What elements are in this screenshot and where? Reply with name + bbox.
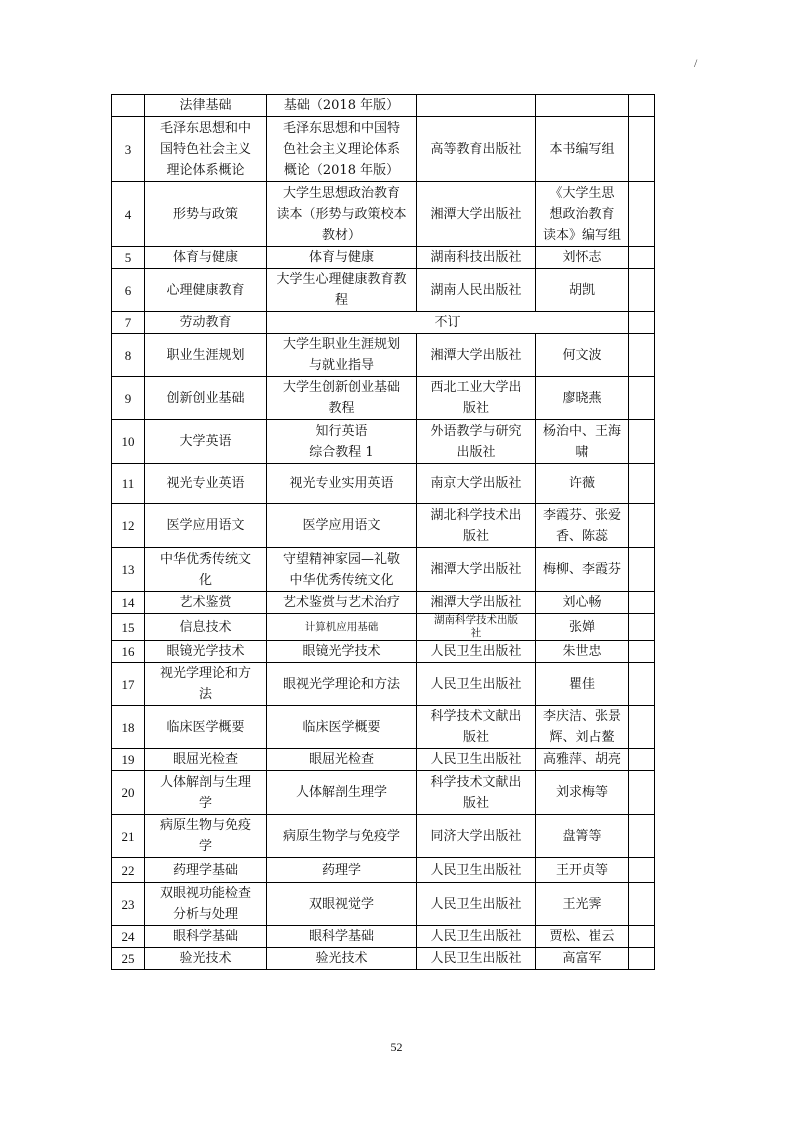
author-cell: 胡凯	[536, 269, 629, 312]
course-name-cell: 毛泽东思想和中 国特色社会主义 理论体系概论	[145, 117, 267, 182]
course-name-cell: 法律基础	[145, 95, 267, 117]
row-number-cell: 22	[112, 858, 145, 883]
remark-cell	[629, 749, 655, 771]
table-row	[112, 377, 655, 420]
course-name-cell: 艺术鉴赏	[145, 592, 267, 614]
remark-cell	[629, 948, 655, 970]
course-name-cell: 人体解剖与生理 学	[145, 771, 267, 815]
course-name-cell: 双眼视功能检查 分析与处理	[145, 883, 267, 926]
remark-cell	[629, 504, 655, 548]
publisher-cell: 人民卫生出版社	[417, 858, 536, 883]
publisher-cell: 湘潭大学出版社	[417, 334, 536, 377]
table-row	[112, 548, 655, 592]
author-cell: 许薇	[536, 464, 629, 504]
textbook-title-cell: 毛泽东思想和中国特 色社会主义理论体系 概论（2018 年版）	[267, 117, 417, 182]
merged-note-cell: 不订	[267, 312, 629, 334]
table-row	[112, 117, 655, 182]
row-number-cell: 13	[112, 548, 145, 592]
author-cell: 高富军	[536, 948, 629, 970]
author-cell: 李霞芬、张爱 香、陈蕊	[536, 504, 629, 548]
textbook-title-cell: 医学应用语文	[267, 504, 417, 548]
author-cell: 刘心畅	[536, 592, 629, 614]
row-number-cell: 19	[112, 749, 145, 771]
table-row	[112, 706, 655, 749]
textbook-title-cell: 双眼视觉学	[267, 883, 417, 926]
textbook-title-cell: 眼镜光学技术	[267, 641, 417, 663]
textbook-title-cell: 计算机应用基础	[267, 614, 417, 641]
publisher-cell	[417, 95, 536, 117]
remark-cell	[629, 377, 655, 420]
row-number-cell: 20	[112, 771, 145, 815]
table-row	[112, 771, 655, 815]
table-row	[112, 312, 655, 334]
author-cell: 《大学生思 想政治教育 读本》编写组	[536, 182, 629, 247]
table-row	[112, 95, 655, 117]
author-cell: 朱世忠	[536, 641, 629, 663]
course-name-cell: 视光专业英语	[145, 464, 267, 504]
textbook-title-cell: 艺术鉴赏与艺术治疗	[267, 592, 417, 614]
textbook-title-cell: 病原生物学与免疫学	[267, 815, 417, 858]
remark-cell	[629, 334, 655, 377]
publisher-cell: 西北工业大学出 版社	[417, 377, 536, 420]
textbook-title-cell: 眼屈光检查	[267, 749, 417, 771]
table-body	[112, 95, 655, 970]
table-row	[112, 749, 655, 771]
row-number-cell: 10	[112, 420, 145, 464]
course-name-cell: 病原生物与免疫 学	[145, 815, 267, 858]
publisher-cell: 人民卫生出版社	[417, 749, 536, 771]
author-cell: 王光霁	[536, 883, 629, 926]
row-number-cell: 12	[112, 504, 145, 548]
table-row	[112, 247, 655, 269]
author-cell: 瞿佳	[536, 663, 629, 706]
row-number-cell: 3	[112, 117, 145, 182]
textbook-title-cell: 知行英语 综合教程 1	[267, 420, 417, 464]
course-name-cell: 视光学理论和方 法	[145, 663, 267, 706]
table-row	[112, 182, 655, 247]
remark-cell	[629, 706, 655, 749]
remark-cell	[629, 883, 655, 926]
author-cell	[536, 95, 629, 117]
publisher-cell: 湘潭大学出版社	[417, 182, 536, 247]
table-row	[112, 926, 655, 948]
row-number-cell: 9	[112, 377, 145, 420]
textbook-title-cell: 眼科学基础	[267, 926, 417, 948]
author-cell: 高雅萍、胡亮	[536, 749, 629, 771]
table-row	[112, 504, 655, 548]
author-cell: 本书编写组	[536, 117, 629, 182]
textbook-title-cell: 药理学	[267, 858, 417, 883]
publisher-cell: 湘潭大学出版社	[417, 548, 536, 592]
course-name-cell: 眼镜光学技术	[145, 641, 267, 663]
remark-cell	[629, 117, 655, 182]
textbook-title-cell: 大学生心理健康教育教 程	[267, 269, 417, 312]
remark-cell	[629, 641, 655, 663]
textbook-title-cell: 验光技术	[267, 948, 417, 970]
remark-cell	[629, 312, 655, 334]
remark-cell	[629, 926, 655, 948]
author-cell: 杨治中、王海 啸	[536, 420, 629, 464]
remark-cell	[629, 95, 655, 117]
row-number-cell: 8	[112, 334, 145, 377]
publisher-cell: 同济大学出版社	[417, 815, 536, 858]
publisher-cell: 湘潭大学出版社	[417, 592, 536, 614]
author-cell: 廖晓燕	[536, 377, 629, 420]
corner-mark: /	[694, 56, 698, 70]
course-name-cell: 医学应用语文	[145, 504, 267, 548]
table-row	[112, 269, 655, 312]
author-cell: 李庆洁、张景 辉、刘占鳌	[536, 706, 629, 749]
remark-cell	[629, 548, 655, 592]
table-row	[112, 641, 655, 663]
publisher-cell: 湖北科学技术出 版社	[417, 504, 536, 548]
textbook-title-cell: 体育与健康	[267, 247, 417, 269]
textbook-title-cell: 视光专业实用英语	[267, 464, 417, 504]
course-name-cell: 药理学基础	[145, 858, 267, 883]
page-number: 52	[390, 1040, 403, 1054]
row-number-cell	[112, 95, 145, 117]
table-row	[112, 883, 655, 926]
publisher-cell: 人民卫生出版社	[417, 926, 536, 948]
course-name-cell: 心理健康教育	[145, 269, 267, 312]
row-number-cell: 7	[112, 312, 145, 334]
table-row	[112, 663, 655, 706]
author-cell: 盘箐等	[536, 815, 629, 858]
row-number-cell: 21	[112, 815, 145, 858]
course-name-cell: 信息技术	[145, 614, 267, 641]
author-cell: 王开贞等	[536, 858, 629, 883]
author-cell: 何文波	[536, 334, 629, 377]
row-number-cell: 14	[112, 592, 145, 614]
remark-cell	[629, 420, 655, 464]
row-number-cell: 5	[112, 247, 145, 269]
remark-cell	[629, 592, 655, 614]
author-cell: 刘怀志	[536, 247, 629, 269]
course-name-cell: 形势与政策	[145, 182, 267, 247]
publisher-cell: 湖南科学技术出版 社	[417, 614, 536, 641]
table-row	[112, 420, 655, 464]
publisher-cell: 科学技术文献出 版社	[417, 771, 536, 815]
table-row	[112, 948, 655, 970]
publisher-cell: 高等教育出版社	[417, 117, 536, 182]
course-name-cell: 验光技术	[145, 948, 267, 970]
remark-cell	[629, 269, 655, 312]
course-name-cell: 创新创业基础	[145, 377, 267, 420]
course-name-cell: 眼科学基础	[145, 926, 267, 948]
remark-cell	[629, 815, 655, 858]
author-cell: 刘求梅等	[536, 771, 629, 815]
course-name-cell: 体育与健康	[145, 247, 267, 269]
textbook-title-cell: 大学生创新创业基础 教程	[267, 377, 417, 420]
remark-cell	[629, 858, 655, 883]
course-name-cell: 临床医学概要	[145, 706, 267, 749]
publisher-cell: 南京大学出版社	[417, 464, 536, 504]
author-cell: 梅柳、李霞芬	[536, 548, 629, 592]
publisher-cell: 湖南科技出版社	[417, 247, 536, 269]
row-number-cell: 17	[112, 663, 145, 706]
course-name-cell: 中华优秀传统文 化	[145, 548, 267, 592]
author-cell: 贾松、崔云	[536, 926, 629, 948]
textbook-table	[111, 94, 655, 970]
textbook-title-cell: 大学生职业生涯规划 与就业指导	[267, 334, 417, 377]
author-cell: 张婵	[536, 614, 629, 641]
textbook-title-cell: 基础（2018 年版）	[267, 95, 417, 117]
table-row	[112, 334, 655, 377]
textbook-title-cell: 眼视光学理论和方法	[267, 663, 417, 706]
remark-cell	[629, 663, 655, 706]
publisher-cell: 人民卫生出版社	[417, 641, 536, 663]
course-name-cell: 职业生涯规划	[145, 334, 267, 377]
row-number-cell: 25	[112, 948, 145, 970]
table-row	[112, 858, 655, 883]
textbook-title-cell: 大学生思想政治教育 读本（形势与政策校本 教材）	[267, 182, 417, 247]
remark-cell	[629, 182, 655, 247]
table-row	[112, 592, 655, 614]
row-number-cell: 16	[112, 641, 145, 663]
textbook-title-cell: 临床医学概要	[267, 706, 417, 749]
row-number-cell: 4	[112, 182, 145, 247]
remark-cell	[629, 247, 655, 269]
textbook-title-cell: 守望精神家园—礼敬 中华优秀传统文化	[267, 548, 417, 592]
publisher-cell: 外语教学与研究 出版社	[417, 420, 536, 464]
row-number-cell: 24	[112, 926, 145, 948]
remark-cell	[629, 771, 655, 815]
publisher-cell: 科学技术文献出 版社	[417, 706, 536, 749]
table-row	[112, 815, 655, 858]
course-name-cell: 眼屈光检查	[145, 749, 267, 771]
publisher-cell: 人民卫生出版社	[417, 883, 536, 926]
remark-cell	[629, 464, 655, 504]
publisher-cell: 人民卫生出版社	[417, 948, 536, 970]
publisher-cell: 人民卫生出版社	[417, 663, 536, 706]
row-number-cell: 11	[112, 464, 145, 504]
row-number-cell: 15	[112, 614, 145, 641]
row-number-cell: 6	[112, 269, 145, 312]
row-number-cell: 23	[112, 883, 145, 926]
textbook-title-cell: 人体解剖生理学	[267, 771, 417, 815]
table-row	[112, 464, 655, 504]
row-number-cell: 18	[112, 706, 145, 749]
publisher-cell: 湖南人民出版社	[417, 269, 536, 312]
table-row	[112, 614, 655, 641]
remark-cell	[629, 614, 655, 641]
course-name-cell: 大学英语	[145, 420, 267, 464]
course-name-cell: 劳动教育	[145, 312, 267, 334]
